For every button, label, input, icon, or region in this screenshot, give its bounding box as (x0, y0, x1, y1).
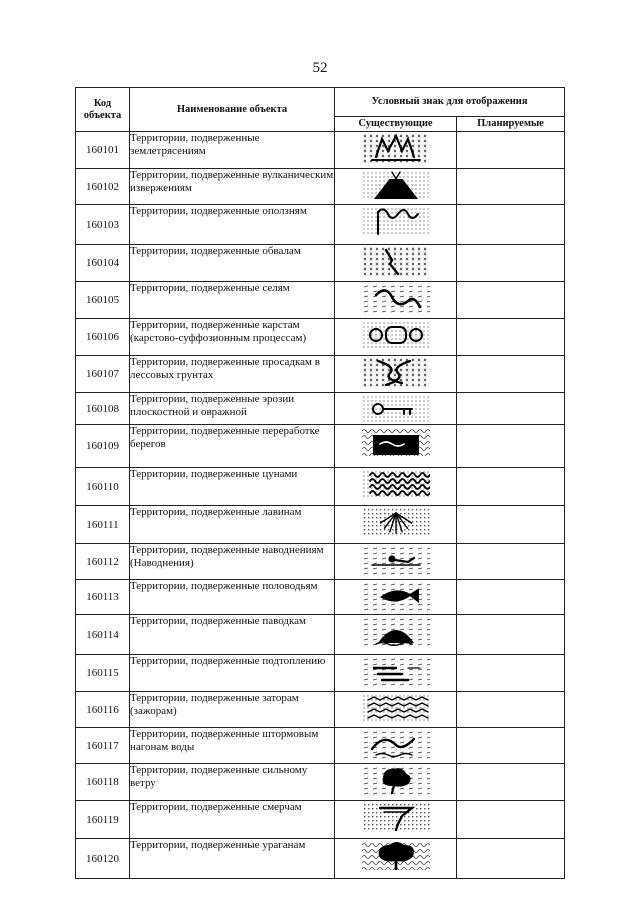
object-name: Территории, подверженные оползням (130, 205, 335, 245)
object-code: 160104 (76, 245, 130, 282)
planned-symbol-cell (457, 580, 565, 615)
karst-symbol-icon (362, 320, 430, 350)
object-code: 160107 (76, 356, 130, 393)
planned-symbol-cell (457, 839, 565, 879)
table-row (76, 764, 565, 801)
existing-symbol-cell (335, 580, 457, 615)
object-name: Территории, подверженные вулканическим извержениям (130, 169, 335, 205)
planned-symbol-cell (457, 544, 565, 580)
object-name: Территории, подверженные ураганам (130, 839, 335, 879)
table-row (76, 801, 565, 839)
table-row (76, 245, 565, 282)
object-code: 160106 (76, 319, 130, 356)
existing-symbol-cell (335, 692, 457, 728)
table-row (76, 282, 565, 319)
header-symbol-group: Условный знак для отображения (335, 88, 565, 117)
object-code: 160102 (76, 169, 130, 205)
planned-symbol-cell (457, 425, 565, 468)
table-row (76, 356, 565, 393)
table-row (76, 425, 565, 468)
existing-symbol-cell (335, 728, 457, 764)
existing-symbol-cell (335, 544, 457, 580)
planned-symbol-cell (457, 132, 565, 169)
planned-symbol-cell (457, 655, 565, 692)
planned-symbol-cell (457, 506, 565, 544)
planned-symbol-cell (457, 801, 565, 839)
object-code: 160117 (76, 728, 130, 764)
object-code: 160109 (76, 425, 130, 468)
strong-wind-symbol-icon (362, 765, 430, 795)
mudflow-symbol-icon (362, 283, 430, 313)
table-body (76, 132, 565, 879)
existing-symbol-cell (335, 356, 457, 393)
existing-symbol-cell (335, 245, 457, 282)
object-name: Территории, подверженные паводкам (130, 615, 335, 655)
storm-surge-symbol-icon (362, 729, 430, 759)
table-row (76, 615, 565, 655)
header-planned: Планируемые (457, 117, 565, 132)
table-row (76, 728, 565, 764)
existing-symbol-cell (335, 319, 457, 356)
high-water-symbol-icon (362, 581, 430, 611)
table-row (76, 839, 565, 879)
object-code: 160113 (76, 580, 130, 615)
object-code: 160110 (76, 468, 130, 506)
object-name: Территории, подверженные смерчам (130, 801, 335, 839)
volcano-symbol-icon (362, 170, 430, 200)
planned-symbol-cell (457, 245, 565, 282)
existing-symbol-cell (335, 801, 457, 839)
table-row (76, 655, 565, 692)
planned-symbol-cell (457, 282, 565, 319)
avalanche-symbol-icon (362, 507, 430, 537)
planned-symbol-cell (457, 319, 565, 356)
object-code: 160111 (76, 506, 130, 544)
object-code: 160103 (76, 205, 130, 245)
table-row (76, 468, 565, 506)
existing-symbol-cell (335, 282, 457, 319)
object-name: Территории, подверженные штормовым нагонам воды (130, 728, 335, 764)
object-code: 160115 (76, 655, 130, 692)
planned-symbol-cell (457, 615, 565, 655)
erosion-symbol-icon (362, 394, 430, 424)
object-name: Территории, подверженные половодьям (130, 580, 335, 615)
existing-symbol-cell (335, 839, 457, 879)
object-name: Территории, подверженные обвалам (130, 245, 335, 282)
table-row (76, 132, 565, 169)
existing-symbol-cell (335, 655, 457, 692)
object-code: 160116 (76, 692, 130, 728)
table-row (76, 169, 565, 205)
header-code: Код объекта (76, 88, 130, 132)
waterlogging-symbol-icon (362, 656, 430, 686)
object-name: Территории, подверженные селям (130, 282, 335, 319)
object-code: 160101 (76, 132, 130, 169)
planned-symbol-cell (457, 393, 565, 425)
ice-jam-symbol-icon (362, 693, 430, 723)
planned-symbol-cell (457, 205, 565, 245)
rockfall-symbol-icon (362, 246, 430, 276)
planned-symbol-cell (457, 468, 565, 506)
object-code: 160120 (76, 839, 130, 879)
object-name: Территории, подверженные наводнениям (Наводнения) (130, 544, 335, 580)
existing-symbol-cell (335, 615, 457, 655)
table-row (76, 692, 565, 728)
table-row (76, 319, 565, 356)
planned-symbol-cell (457, 728, 565, 764)
table-row (76, 506, 565, 544)
object-code: 160108 (76, 393, 130, 425)
planned-symbol-cell (457, 764, 565, 801)
object-name: Территории, подверженные цунами (130, 468, 335, 506)
object-code: 160105 (76, 282, 130, 319)
existing-symbol-cell (335, 205, 457, 245)
freshet-symbol-icon (362, 616, 430, 646)
existing-symbol-cell (335, 468, 457, 506)
shore-erosion-symbol-icon (362, 426, 430, 456)
object-name: Территории, подверженные сильному ветру (130, 764, 335, 801)
tornado-symbol-icon (362, 802, 430, 832)
object-name: Территории, подверженные подтоплению (130, 655, 335, 692)
header-name: Наименование объекта (130, 88, 335, 132)
existing-symbol-cell (335, 506, 457, 544)
planned-symbol-cell (457, 692, 565, 728)
header-existing: Существующие (335, 117, 457, 132)
landslide-symbol-icon (362, 206, 430, 236)
earthquake-symbol-icon (362, 133, 430, 163)
object-name: Территории, подверженные просадкам в лессовых грунтах (130, 356, 335, 393)
table-row (76, 580, 565, 615)
object-name: Территории, подверженные землетрясениям (130, 132, 335, 169)
existing-symbol-cell (335, 132, 457, 169)
table-row (76, 393, 565, 425)
subsidence-symbol-icon (362, 357, 430, 387)
object-code: 160119 (76, 801, 130, 839)
existing-symbol-cell (335, 393, 457, 425)
existing-symbol-cell (335, 764, 457, 801)
object-name: Территории, подверженные заторам (зажорам) (130, 692, 335, 728)
hazard-symbols-table (75, 87, 565, 879)
flood-symbol-icon (362, 545, 430, 575)
object-code: 160118 (76, 764, 130, 801)
page-number: 52 (312, 60, 328, 76)
existing-symbol-cell (335, 169, 457, 205)
hurricane-symbol-icon (362, 840, 430, 870)
existing-symbol-cell (335, 425, 457, 468)
object-name: Территории, подверженные лавинам (130, 506, 335, 544)
table-row (76, 544, 565, 580)
tsunami-symbol-icon (362, 469, 430, 499)
planned-symbol-cell (457, 169, 565, 205)
object-code: 160112 (76, 544, 130, 580)
object-name: Территории, подверженные эрозии плоскостной и овражной (130, 393, 335, 425)
planned-symbol-cell (457, 356, 565, 393)
object-name: Территории, подверженные переработке берегов (130, 425, 335, 468)
object-name: Территории, подверженные карстам (карстово-суффозионным процессам) (130, 319, 335, 356)
object-code: 160114 (76, 615, 130, 655)
table-row (76, 205, 565, 245)
